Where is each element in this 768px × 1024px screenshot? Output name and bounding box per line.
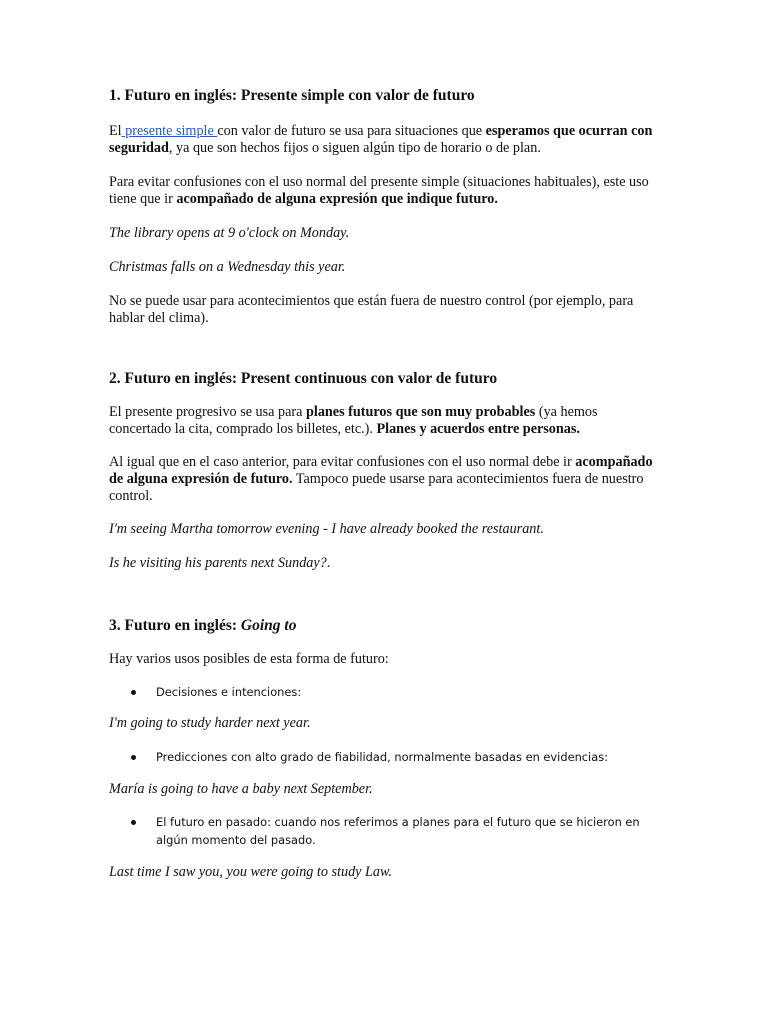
list-item: Decisiones e intenciones: xyxy=(109,683,661,701)
section-2-heading: 2. Futuro en inglés: Present continuous con valor de futuro xyxy=(109,370,498,387)
section-2-example-2: Is he visiting his parents next Sunday?. xyxy=(109,555,331,571)
list-item: El futuro en pasado: cuando nos referimos a planes para el futuro que se hicieron en algún momento del pasado. xyxy=(109,813,661,849)
section-3-example-1: I'm going to study harder next year. xyxy=(109,715,311,731)
bullet-icon xyxy=(131,820,136,825)
section-3-heading: 3. Futuro en inglés: Going to xyxy=(109,617,297,634)
bullet-icon xyxy=(131,755,136,760)
section-2-example-1: I'm seeing Martha tomorrow evening - I have already booked the restaurant. xyxy=(109,521,544,537)
section-2-paragraph-1: El presente progresivo se usa para planes futuros que son muy probables (ya hemos concertado la cita, comprado los billetes, etc.). Planes y acuerdos entre personas. xyxy=(109,404,598,437)
section-1-paragraph-3: No se puede usar para acontecimientos que están fuera de nuestro control (por ejemplo, para hablar del clima). xyxy=(109,293,634,326)
section-1-example-2: Christmas falls on a Wednesday this year. xyxy=(109,259,346,275)
section-3-example-3: Last time I saw you, you were going to study Law. xyxy=(109,864,392,880)
section-2-paragraph-2: Al igual que en el caso anterior, para evitar confusiones con el uso normal debe ir acompañado de alguna expresión de futuro. Tampoco puede usarse para acontecimientos fuera de nuestro control. xyxy=(109,454,653,504)
document-page xyxy=(109,86,661,881)
bullet-list-2 xyxy=(109,748,661,766)
bullet-list-3 xyxy=(109,813,661,849)
bullet-list-1 xyxy=(109,683,661,701)
presente-simple-link[interactable]: presente simple xyxy=(121,123,218,139)
section-3-intro: Hay varios usos posibles de esta forma de futuro: xyxy=(109,651,389,667)
section-1-heading: 1. Futuro en inglés: Presente simple con valor de futuro xyxy=(109,87,475,104)
section-1-example-1: The library opens at 9 o'clock on Monday. xyxy=(109,225,350,241)
bullet-icon xyxy=(131,690,136,695)
list-item: Predicciones con alto grado de fiabilidad, normalmente basadas en evidencias: xyxy=(109,748,661,766)
section-1-paragraph-2: Para evitar confusiones con el uso normal del presente simple (situaciones habituales), este uso tiene que ir acompañado de alguna expresión que indique futuro. xyxy=(109,174,649,207)
section-3-example-2: María is going to have a baby next September. xyxy=(109,781,373,797)
section-1-paragraph-1: El presente simple con valor de futuro se usa para situaciones que esperamos que ocurran con seguridad, ya que son hechos fijos o siguen algún tipo de horario o de plan. xyxy=(109,123,653,156)
